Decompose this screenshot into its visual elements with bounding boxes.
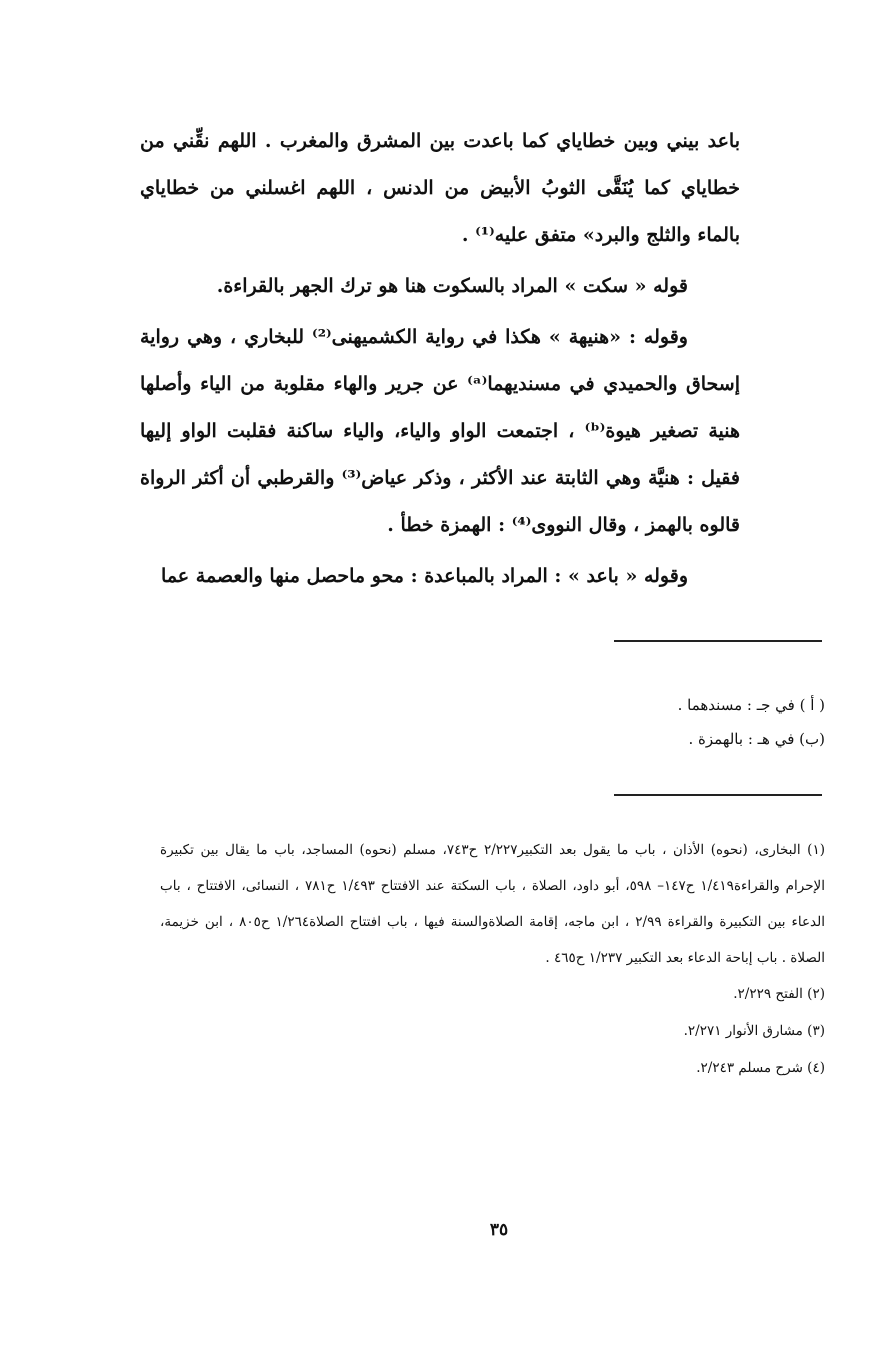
footnote-2: (٢) الفتح ٢/٢٢٩. bbox=[733, 986, 825, 1002]
variant-note-b: (ب) في هـ : بالهمزة . bbox=[688, 730, 825, 748]
page-number: ٣٥ bbox=[489, 1220, 509, 1240]
footnote-3: (٣) مشارق الأنوار ٢/٢٧١. bbox=[683, 1023, 825, 1039]
paragraph-3: وقوله : «هنيهة » هكذا في رواية الكشميهنى⁽²⁾ للبخاري ، وهي رواية إسحاق والحميدي في مسنديهما⁽ᵃ⁾ عن جرير والهاء مقلوبة من الياء وأصلها هنية تصغير هيوة⁽ᵇ⁾ ، اجتمعت الواو والياء، والياء ساكنة فقلبت الواو إليها فقيل : هنيَّة وهي الثابتة عند الأكثر ، وذكر عياض⁽³⁾ والقرطبي أن أكثر الرواة قالوه بالهمز ، وقال النووى⁽⁴⁾ : الهمزة خطأ . bbox=[140, 326, 741, 536]
footnotes bbox=[160, 832, 825, 1087]
paragraph-1: باعد بيني وبين خطاياي كما باعدت بين المشرق والمغرب . اللهم نقِّني من خطاياي كما يُنَقَّى الثوبُ الأبيض من الدنس ، اللهم اغسلني من خطاياي بالماء والثلج والبرد» متفق عليه⁽¹⁾ . bbox=[140, 130, 740, 246]
footnote-divider-top bbox=[614, 640, 822, 642]
paragraph-4: وقوله « باعد » : المراد بالمباعدة : محو ماحصل منها والعصمة عما bbox=[161, 565, 688, 587]
paragraph-2: قوله « سكت » المراد بالسكوت هنا هو ترك الجهر بالقراءة. bbox=[216, 275, 688, 297]
footnote-divider-bottom bbox=[614, 794, 822, 796]
variant-note-a: ( أ ) في جـ : مسندهما . bbox=[677, 696, 825, 714]
variant-readings bbox=[400, 688, 825, 756]
footnote-4: (٤) شرح مسلم ٢/٢٤٣. bbox=[696, 1060, 825, 1076]
main-body-text bbox=[140, 118, 740, 600]
footnote-1: (١) البخارى، (نحوه) الأذان ، باب ما يقول بعد التكبير٢/٢٢٧ ح٧٤٣، مسلم (نحوه) المساجد، باب ما يقال بين تكبيرة الإحرام والقراءة١/٤١٩ ح١٤٧– ٥٩٨، أبو داود، الصلاة ، باب السكتة عند الافتتاح ١/٤٩٣ ح٧٨١ ، النسائى، الافتتاح ، باب الدعاء بين التكبيرة والقراءة ٢/٩٩ ، ابن ماجه، إقامة الصلاةوالسنة فيها ، باب افتتاح الصلاة١/٢٦٤ ح٨٠٥ ، ابن خزيمة، الصلاة . باب إباحة الدعاء بعد التكبير ١/٢٣٧ ح٤٦٥ . bbox=[160, 842, 826, 966]
